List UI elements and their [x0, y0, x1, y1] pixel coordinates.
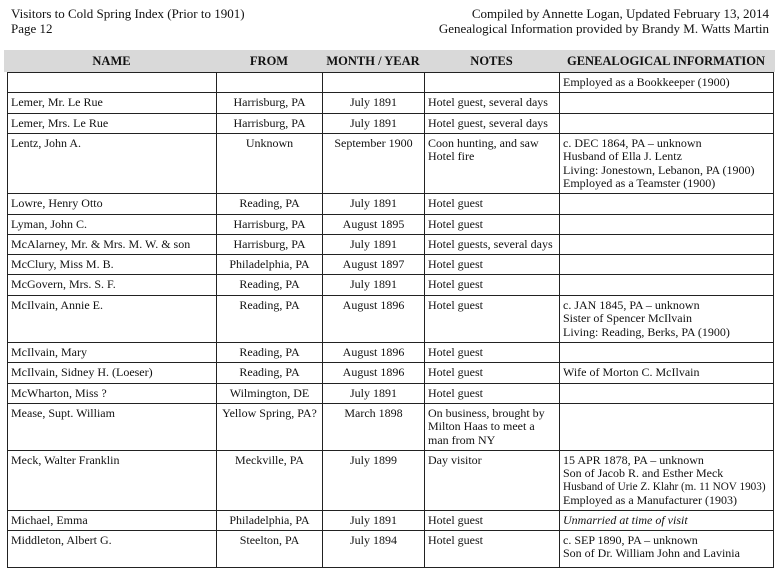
- visit-notes: Hotel guest: [425, 363, 560, 384]
- visitor-name: Lemer, Mrs. Le Rue: [8, 114, 217, 134]
- visit-notes: Hotel guest, several days: [425, 93, 560, 114]
- visitor-name: Lemer, Mr. Le Rue: [8, 93, 217, 114]
- visitor-from: Reading, PA: [217, 296, 323, 343]
- table-row: [8, 93, 774, 114]
- visitor-from: Steelton, PA: [217, 531, 323, 568]
- table-row: [8, 275, 774, 296]
- genealogical-info: [560, 384, 774, 404]
- visitor-name: Middleton, Albert G.: [8, 531, 217, 568]
- visit-notes: Day visitor: [425, 451, 560, 511]
- table-row: [8, 511, 774, 531]
- table-row: [8, 384, 774, 404]
- genealogical-info: [560, 343, 774, 363]
- visitor-name: Michael, Emma: [8, 511, 217, 531]
- visitor-from: Philadelphia, PA: [217, 511, 323, 531]
- genealogical-info: [560, 255, 774, 275]
- visit-month-year: August 1896: [323, 343, 425, 363]
- genealogical-info: [560, 531, 774, 568]
- visitor-from: Reading, PA: [217, 275, 323, 296]
- visit-notes: Hotel guest: [425, 296, 560, 343]
- visitor-from: Harrisburg, PA: [217, 215, 323, 235]
- visitor-from: Harrisburg, PA: [217, 114, 323, 134]
- visitor-name: Meck, Walter Franklin: [8, 451, 217, 511]
- genealogical-info: [560, 194, 774, 215]
- column-header-month-year: MONTH / YEAR: [326, 54, 420, 68]
- visitor-name: McIlvain, Annie E.: [8, 296, 217, 343]
- visit-notes: Hotel guest: [425, 275, 560, 296]
- genealogical-info-line: Employed as a Manufacturer (1903): [563, 492, 737, 507]
- table-row: [8, 363, 774, 384]
- visit-notes: Coon hunting, and saw Hotel fire: [425, 134, 560, 194]
- genealogical-info-line: Wife of Morton C. McIlvain: [563, 365, 700, 379]
- visit-notes: Hotel guest, several days: [425, 114, 560, 134]
- visit-month-year: July 1891: [323, 235, 425, 255]
- visit-month-year: August 1895: [323, 215, 425, 235]
- table-row: [8, 404, 774, 451]
- visitor-from: [217, 73, 323, 93]
- genealogical-info: [560, 235, 774, 255]
- visitor-name: Lyman, John C.: [8, 215, 217, 235]
- visit-notes: Hotel guest: [425, 215, 560, 235]
- document-title: Visitors to Cold Spring Index (Prior to 1901): [11, 6, 245, 21]
- visitor-name: Lentz, John A.: [8, 134, 217, 194]
- table-row: [8, 215, 774, 235]
- genealogical-info-line: c. DEC 1864, PA – unknown: [563, 136, 702, 150]
- genealogical-info: [560, 296, 774, 343]
- genealogical-info-line: Living: Reading, Berks, PA (1900): [563, 324, 730, 339]
- visit-month-year: March 1898: [323, 404, 425, 451]
- genealogical-info: [560, 451, 774, 511]
- visit-notes: Hotel guest: [425, 384, 560, 404]
- visit-month-year: August 1896: [323, 296, 425, 343]
- table-row: [8, 235, 774, 255]
- provided-by: Genealogical Information provided by Brandy M. Watts Martin: [438, 21, 769, 36]
- visit-notes: [425, 73, 560, 93]
- visitor-name: Mease, Supt. William: [8, 404, 217, 451]
- table-row: [8, 296, 774, 343]
- genealogical-info: [560, 73, 774, 93]
- visit-month-year: [323, 73, 425, 93]
- table-row: [8, 194, 774, 215]
- visitor-from: Wilmington, DE: [217, 384, 323, 404]
- genealogical-info: [560, 363, 774, 384]
- genealogical-info-line: c. SEP 1890, PA – unknown: [563, 533, 698, 547]
- genealogical-info: [560, 134, 774, 194]
- visitor-from: Meckville, PA: [217, 451, 323, 511]
- visit-month-year: July 1899: [323, 451, 425, 511]
- document-header-left: [11, 6, 245, 36]
- genealogical-info-line: Living: Jonestown, Lebanon, PA (1900): [563, 162, 755, 177]
- column-header-genealogical-information: GENEALOGICAL INFORMATION: [566, 54, 766, 68]
- visitor-from: Reading, PA: [217, 363, 323, 384]
- visitor-from: Harrisburg, PA: [217, 235, 323, 255]
- column-header-from: FROM: [249, 54, 289, 68]
- visitor-name: [8, 73, 217, 93]
- genealogical-info-line: c. JAN 1845, PA – unknown: [563, 298, 700, 312]
- visitor-name: McAlarney, Mr. & Mrs. M. W. & son: [8, 235, 217, 255]
- page-number: Page 12: [11, 21, 53, 36]
- compiled-by: Compiled by Annette Logan, Updated February 13, 2014: [471, 6, 769, 21]
- genealogical-info-line: Husband of Ella J. Lentz: [563, 149, 682, 164]
- visit-month-year: July 1894: [323, 531, 425, 568]
- document-header-right: [439, 6, 769, 36]
- table-row: [8, 114, 774, 134]
- table-row: [8, 451, 774, 511]
- visitor-from: Reading, PA: [217, 343, 323, 363]
- visitor-from: Yellow Spring, PA?: [217, 404, 323, 451]
- genealogical-info-line: Son of Dr. William John and Lavinia: [563, 546, 740, 561]
- visit-month-year: August 1897: [323, 255, 425, 275]
- visitor-name: McIlvain, Mary: [8, 343, 217, 363]
- visit-month-year: July 1891: [323, 384, 425, 404]
- visitor-name: McGovern, Mrs. S. F.: [8, 275, 217, 296]
- genealogical-info-line: Son of Jacob R. and Esther Meck: [563, 466, 724, 481]
- table-row: [8, 531, 774, 568]
- genealogical-info-line: Husband of Urie Z. Klahr (m. 11 NOV 1903): [563, 480, 766, 493]
- visit-month-year: July 1891: [323, 114, 425, 134]
- visit-notes: Hotel guest: [425, 531, 560, 568]
- visitor-name: Lowre, Henry Otto: [8, 194, 217, 215]
- table-row: [8, 134, 774, 194]
- visit-month-year: July 1891: [323, 275, 425, 296]
- genealogical-info: [560, 114, 774, 134]
- visit-notes: Hotel guests, several days: [425, 235, 560, 255]
- visit-month-year: July 1891: [323, 194, 425, 215]
- visit-notes: On business, brought by Milton Haas to meet a man from NY: [425, 404, 560, 451]
- visit-month-year: July 1891: [323, 93, 425, 114]
- visit-notes: Hotel guest: [425, 511, 560, 531]
- table-row: [8, 255, 774, 275]
- visitor-from: Reading, PA: [217, 194, 323, 215]
- visit-month-year: August 1896: [323, 363, 425, 384]
- visitor-from: Harrisburg, PA: [217, 93, 323, 114]
- column-header-name: NAME: [92, 54, 131, 68]
- table-row: [8, 73, 774, 93]
- visit-month-year: September 1900: [323, 134, 425, 194]
- genealogical-info-line: Employed as a Teamster (1900): [563, 175, 716, 190]
- genealogical-info-line: 15 APR 1878, PA – unknown: [563, 453, 704, 467]
- genealogical-info-line: Employed as a Bookkeeper (1900): [563, 75, 730, 89]
- visit-notes: Hotel guest: [425, 255, 560, 275]
- genealogical-info: [560, 93, 774, 114]
- visitor-from: Philadelphia, PA: [217, 255, 323, 275]
- visitor-name: McClury, Miss M. B.: [8, 255, 217, 275]
- genealogical-info: [560, 404, 774, 451]
- visit-notes: Hotel guest: [425, 343, 560, 363]
- genealogical-info: [560, 275, 774, 296]
- visit-month-year: July 1891: [323, 511, 425, 531]
- genealogical-info-line: Sister of Spencer McIlvain: [563, 311, 692, 326]
- column-header-notes: NOTES: [470, 54, 513, 68]
- genealogical-info-line: Unmarried at time of visit: [563, 513, 688, 527]
- genealogical-info: [560, 215, 774, 235]
- genealogical-info: [560, 511, 774, 531]
- table-row: [8, 343, 774, 363]
- visitor-name: McWharton, Miss ?: [8, 384, 217, 404]
- visitors-table: [7, 72, 774, 568]
- visitor-from: Unknown: [217, 134, 323, 194]
- visit-notes: Hotel guest: [425, 194, 560, 215]
- visitor-name: McIlvain, Sidney H. (Loeser): [8, 363, 217, 384]
